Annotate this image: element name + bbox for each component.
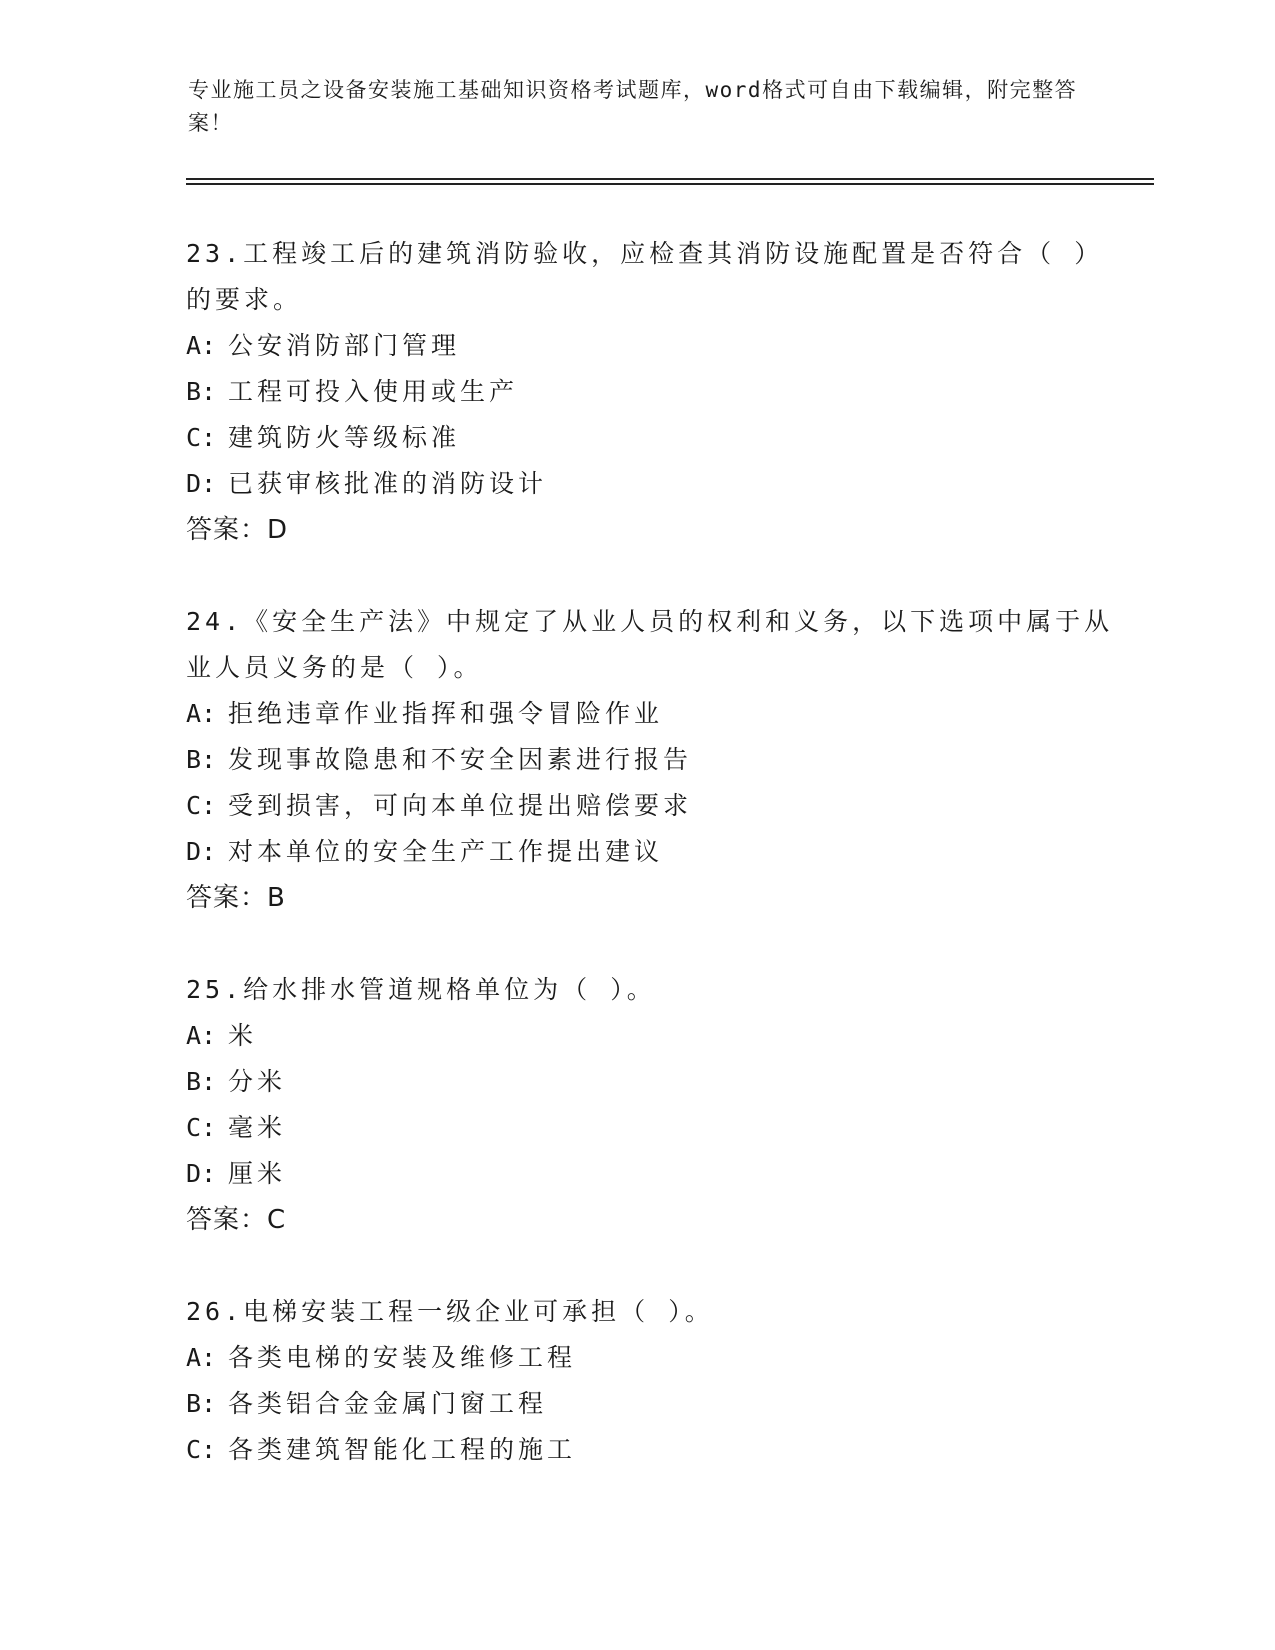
option-a xyxy=(186,1013,1116,1059)
question-stem: 24.《安全生产法》中规定了从业人员的权利和义务，以下选项中属于从业人员义务的是（ ）。 xyxy=(186,607,1114,682)
option-key: C: xyxy=(186,1435,217,1464)
option-text: 毫米 xyxy=(228,1113,287,1142)
option-key: B: xyxy=(186,1067,217,1096)
question-25 xyxy=(186,967,1116,1243)
option-text: 厘米 xyxy=(228,1159,287,1188)
option-text: 拒绝违章作业指挥和强令冒险作业 xyxy=(228,699,664,728)
option-text: 各类建筑智能化工程的施工 xyxy=(228,1435,577,1464)
option-b xyxy=(186,1059,1116,1105)
option-text: 已获审核批准的消防设计 xyxy=(228,469,548,498)
question-stem: 26.电梯安装工程一级企业可承担（ ）。 xyxy=(186,1297,714,1326)
question-list xyxy=(186,231,1116,1519)
header-divider-top xyxy=(186,178,1154,180)
answer: 答案：B xyxy=(186,883,286,913)
option-a xyxy=(186,1335,1116,1381)
option-key: A: xyxy=(186,1021,217,1050)
option-d xyxy=(186,829,1116,875)
option-a xyxy=(186,323,1116,369)
option-b xyxy=(186,369,1116,415)
question-stem: 25.给水排水管道规格单位为（ ）。 xyxy=(186,975,656,1004)
document-header: 专业施工员之设备安装施工基础知识资格考试题库，word格式可自由下载编辑，附完整答案！ xyxy=(188,78,1078,135)
option-key: B: xyxy=(186,377,217,406)
option-key: A: xyxy=(186,331,217,360)
option-text: 米 xyxy=(228,1021,258,1050)
option-text: 工程可投入使用或生产 xyxy=(228,377,519,406)
question-stem: 23.工程竣工后的建筑消防验收，应检查其消防设施配置是否符合（ ）的要求。 xyxy=(186,239,1104,314)
answer: 答案：D xyxy=(186,515,289,545)
question-24 xyxy=(186,599,1116,921)
question-23 xyxy=(186,231,1116,553)
option-key: B: xyxy=(186,1389,217,1418)
option-key: D: xyxy=(186,837,217,866)
option-c xyxy=(186,1427,1116,1473)
option-text: 分米 xyxy=(228,1067,287,1096)
option-key: B: xyxy=(186,745,217,774)
header-divider-bottom xyxy=(186,183,1154,185)
answer: 答案：C xyxy=(186,1205,287,1235)
option-key: C: xyxy=(186,1113,217,1142)
option-key: D: xyxy=(186,1159,217,1188)
option-key: D: xyxy=(186,469,217,498)
option-text: 受到损害，可向本单位提出赔偿要求 xyxy=(228,791,693,820)
option-c xyxy=(186,415,1116,461)
option-c xyxy=(186,783,1116,829)
question-26 xyxy=(186,1289,1116,1473)
option-b xyxy=(186,1381,1116,1427)
option-d xyxy=(186,461,1116,507)
option-text: 公安消防部门管理 xyxy=(228,331,461,360)
option-text: 建筑防火等级标准 xyxy=(228,423,461,452)
option-a xyxy=(186,691,1116,737)
option-d xyxy=(186,1151,1116,1197)
option-c xyxy=(186,1105,1116,1151)
option-text: 发现事故隐患和不安全因素进行报告 xyxy=(228,745,693,774)
option-key: C: xyxy=(186,423,217,452)
option-text: 各类铝合金金属门窗工程 xyxy=(228,1389,548,1418)
option-text: 对本单位的安全生产工作提出建议 xyxy=(228,837,664,866)
option-key: A: xyxy=(186,1343,217,1372)
option-b xyxy=(186,737,1116,783)
option-key: A: xyxy=(186,699,217,728)
option-text: 各类电梯的安装及维修工程 xyxy=(228,1343,577,1372)
option-key: C: xyxy=(186,791,217,820)
